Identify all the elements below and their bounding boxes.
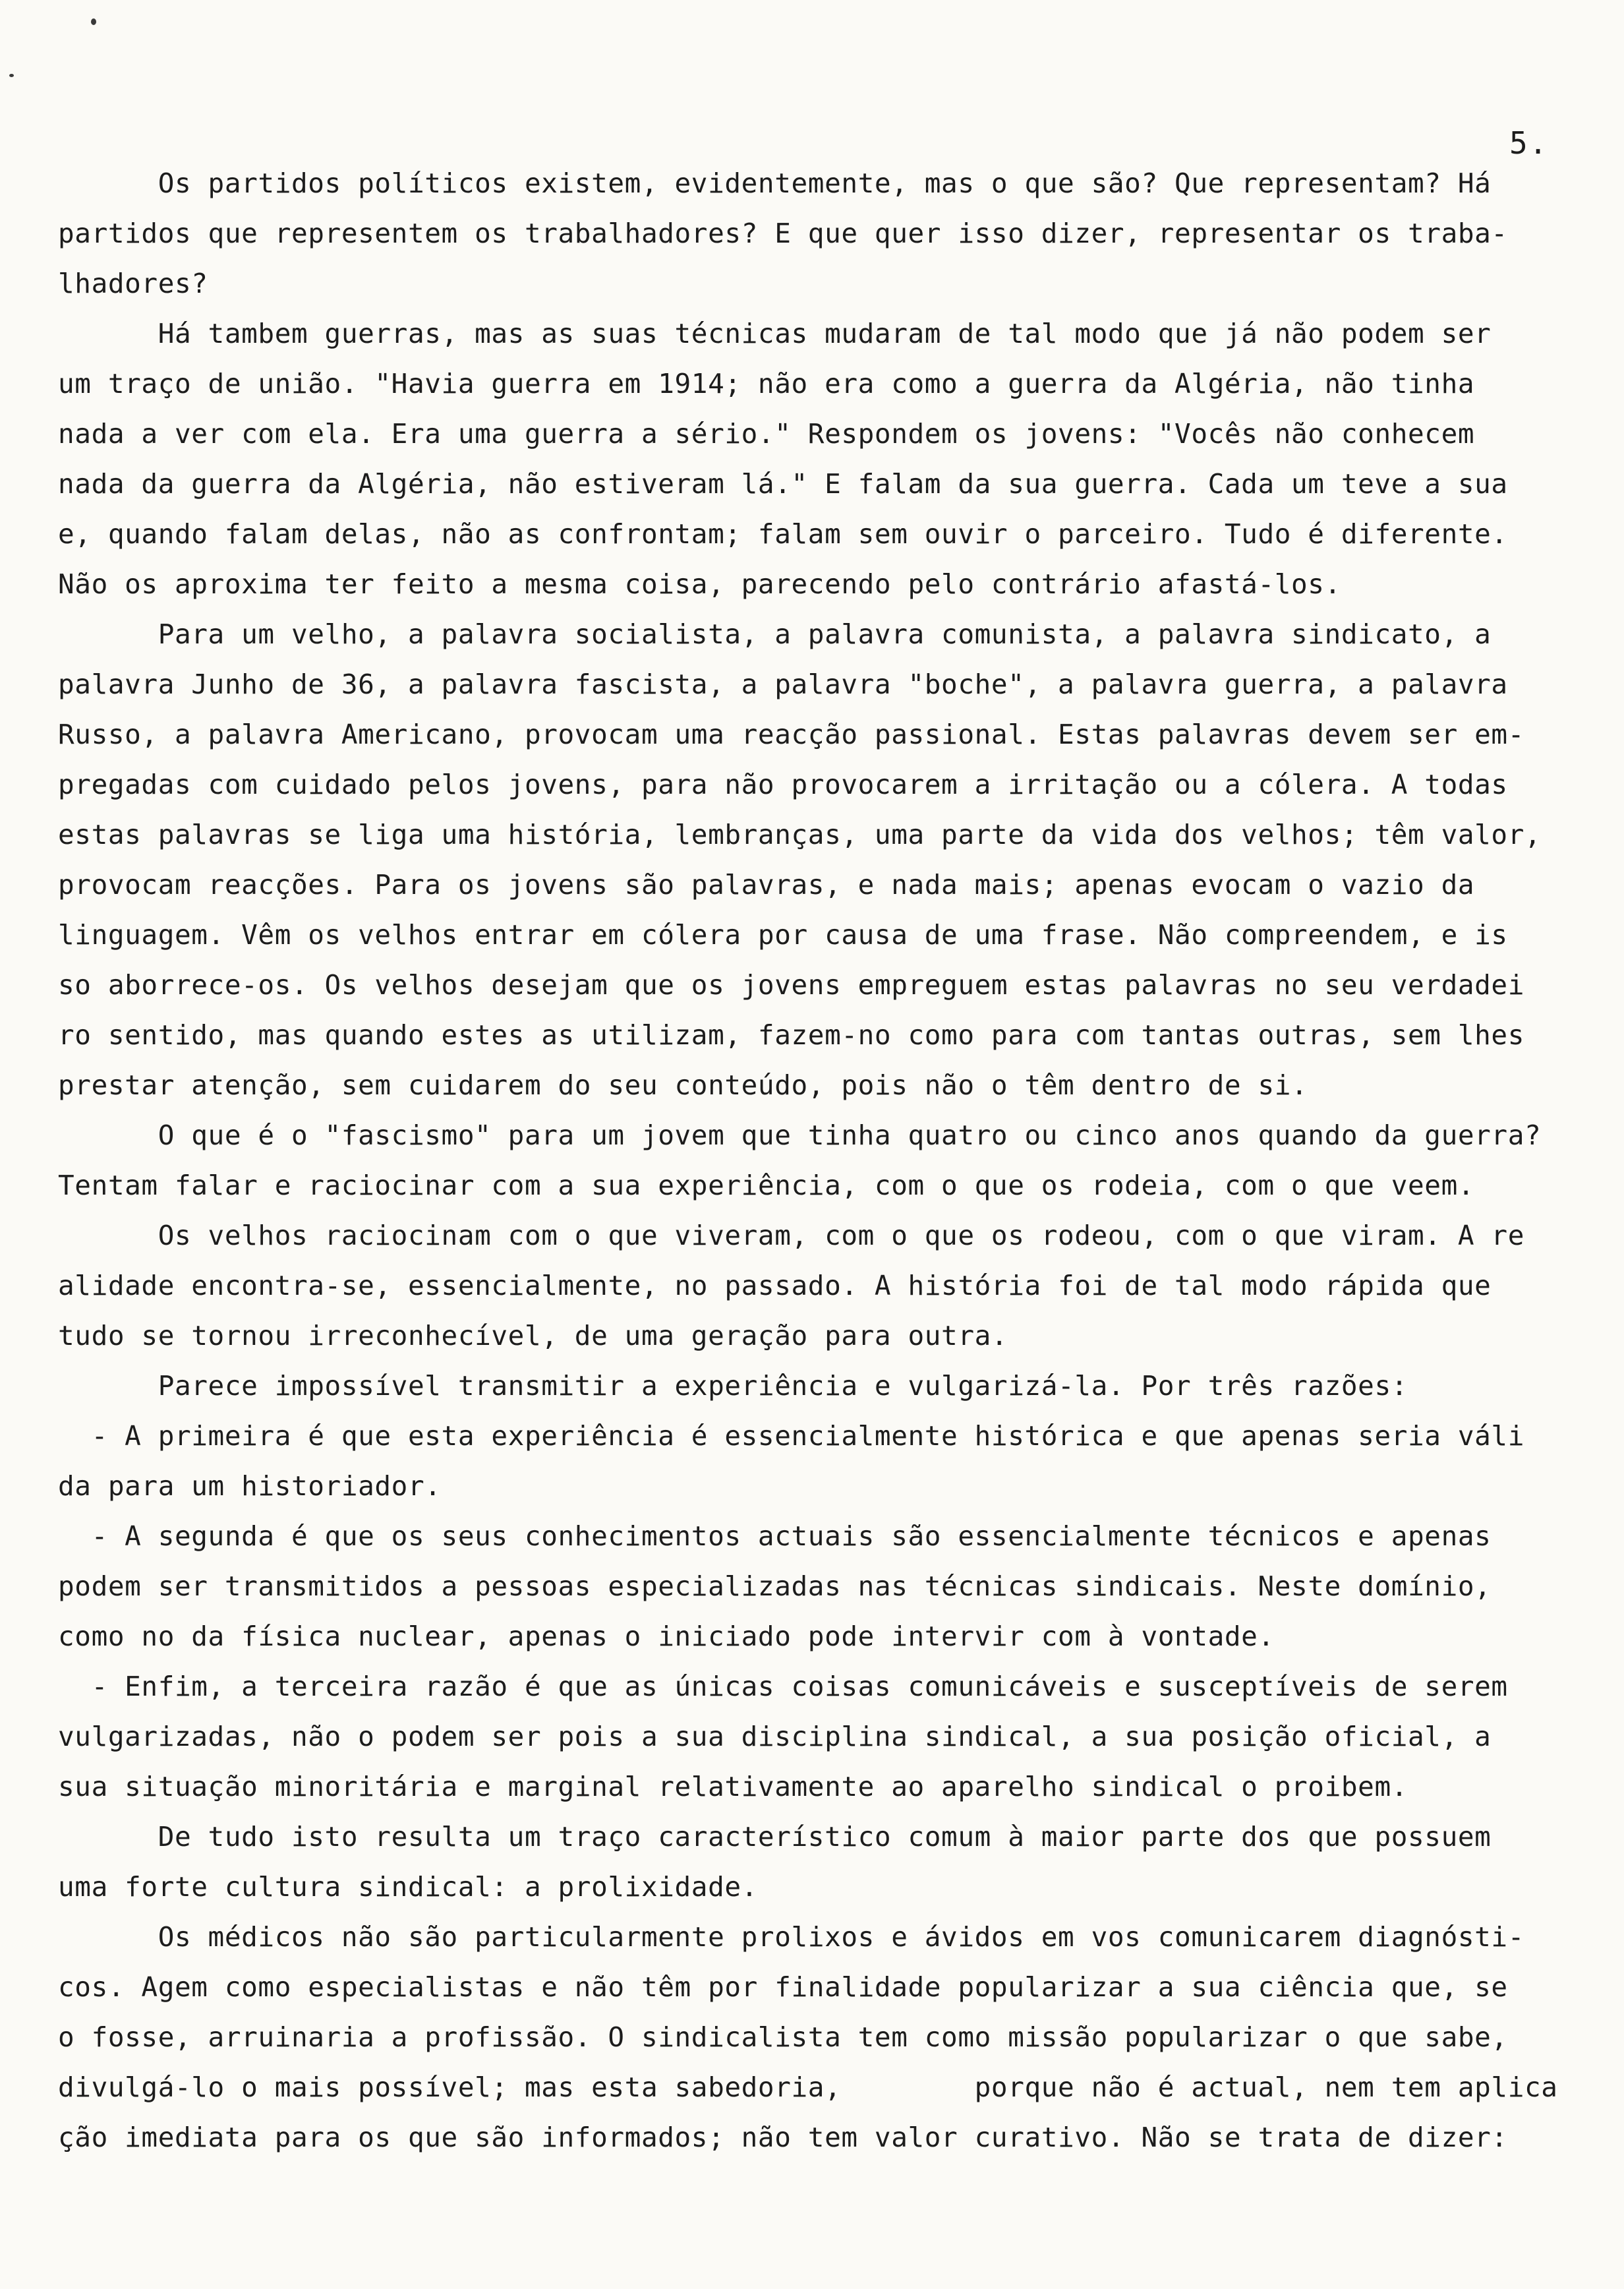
text-line: estas palavras se liga uma história, lembranças, uma parte da vida dos velhos; têm valor,: [58, 819, 1542, 850]
text-line: - A segunda é que os seus conhecimentos actuais são essencialmente técnicos e apenas: [58, 1520, 1492, 1552]
page-number: 5.: [1509, 125, 1549, 161]
text-line: palavra Junho de 36, a palavra fascista, a palavra "boche", a palavra guerra, a palavra: [58, 669, 1508, 700]
text-line: um traço de união. "Havia guerra em 1914; não era como a guerra da Algéria, não tinha: [58, 368, 1475, 400]
text-line: nada da guerra da Algéria, não estiveram lá." E falam da sua guerra. Cada um teve a sua: [58, 468, 1508, 500]
text-line: pregadas com cuidado pelos jovens, para não provocarem a irritação ou a cólera. A todas: [58, 769, 1508, 800]
text-line: prestar atenção, sem cuidarem do seu conteúdo, pois não o têm dentro de si.: [58, 1069, 1308, 1101]
text-line: Não os aproxima ter feito a mesma coisa, parecendo pelo contrário afastá-los.: [58, 568, 1341, 600]
text-line: vulgarizadas, não o podem ser pois a sua disciplina sindical, a sua posição oficial, a: [58, 1721, 1492, 1752]
text-line: nada a ver com ela. Era uma guerra a sério." Respondem os jovens: "Vocês não conhecem: [58, 418, 1475, 450]
document-body: [58, 158, 1574, 2162]
text-line: e, quando falam delas, não as confrontam; falam sem ouvir o parceiro. Tudo é diferente.: [58, 518, 1508, 550]
text-line: so aborrece-os. Os velhos desejam que os jovens empreguem estas palavras no seu verdadei: [58, 969, 1524, 1001]
text-line: Há tambem guerras, mas as suas técnicas mudaram de tal modo que já não podem ser: [58, 318, 1492, 349]
text-line: - Enfim, a terceira razão é que as únicas coisas comunicáveis e susceptíveis de serem: [58, 1671, 1508, 1702]
text-line: ro sentido, mas quando estes as utilizam, fazem-no como para com tantas outras, sem lhes: [58, 1019, 1524, 1051]
text-line: sua situação minoritária e marginal relativamente ao aparelho sindical o proibem.: [58, 1771, 1408, 1802]
text-line: cos. Agem como especialistas e não têm por finalidade popularizar a sua ciência que, se: [58, 1971, 1508, 2003]
text-line: como no da física nuclear, apenas o iniciado pode intervir com à vontade.: [58, 1620, 1275, 1652]
text-line: lhadores?: [58, 268, 208, 299]
text-line: o fosse, arruinaria a profissão. O sindicalista tem como missão popularizar o que sabe,: [58, 2021, 1508, 2053]
text-line: divulgá-lo o mais possível; mas esta sabedoria, porque não é actual, nem tem aplica: [58, 2071, 1558, 2103]
text-line: da para um historiador.: [58, 1470, 442, 1502]
text-line: tudo se tornou irreconhecível, de uma geração para outra.: [58, 1320, 1008, 1352]
text-line: provocam reacções. Para os jovens são palavras, e nada mais; apenas evocam o vazio da: [58, 869, 1475, 901]
text-line: podem ser transmitidos a pessoas especializadas nas técnicas sindicais. Neste domínio,: [58, 1570, 1492, 1602]
text-line: Os médicos não são particularmente prolixos e ávidos em vos comunicarem diagnósti-: [58, 1921, 1524, 1953]
text-line: Tentam falar e raciocinar com a sua experiência, com o que os rodeia, com o que veem.: [58, 1170, 1475, 1201]
text-line: Os partidos políticos existem, evidentemente, mas o que são? Que representam? Há: [58, 167, 1492, 199]
text-line: uma forte cultura sindical: a prolixidade.: [58, 1871, 758, 1903]
text-line: O que é o "fascismo" para um jovem que tinha quatro ou cinco anos quando da guerra?: [58, 1119, 1542, 1151]
ink-speck: [9, 74, 14, 77]
text-line: De tudo isto resulta um traço característico comum à maior parte dos que possuem: [58, 1821, 1492, 1853]
text-line: Para um velho, a palavra socialista, a palavra comunista, a palavra sindicato, a: [58, 618, 1492, 650]
text-line: Os velhos raciocinam com o que viveram, com o que os rodeou, com o que viram. A re: [58, 1220, 1524, 1251]
text-line: ção imediata para os que são informados; não tem valor curativo. Não se trata de dizer:: [58, 2122, 1508, 2153]
text-line: partidos que representem os trabalhadores? E que quer isso dizer, representar os traba-: [58, 218, 1508, 249]
text-line: Parece impossível transmitir a experiência e vulgarizá-la. Por três razões:: [58, 1370, 1408, 1402]
ink-speck: [91, 18, 96, 25]
text-line: - A primeira é que esta experiência é essencialmente histórica e que apenas seria váli: [58, 1420, 1524, 1452]
text-line: Russo, a palavra Americano, provocam uma reacção passional. Estas palavras devem ser em-: [58, 719, 1524, 750]
text-line: linguagem. Vêm os velhos entrar em cólera por causa de uma frase. Não compreendem, e is: [58, 919, 1508, 951]
text-line: alidade encontra-se, essencialmente, no passado. A história foi de tal modo rápida que: [58, 1270, 1492, 1301]
